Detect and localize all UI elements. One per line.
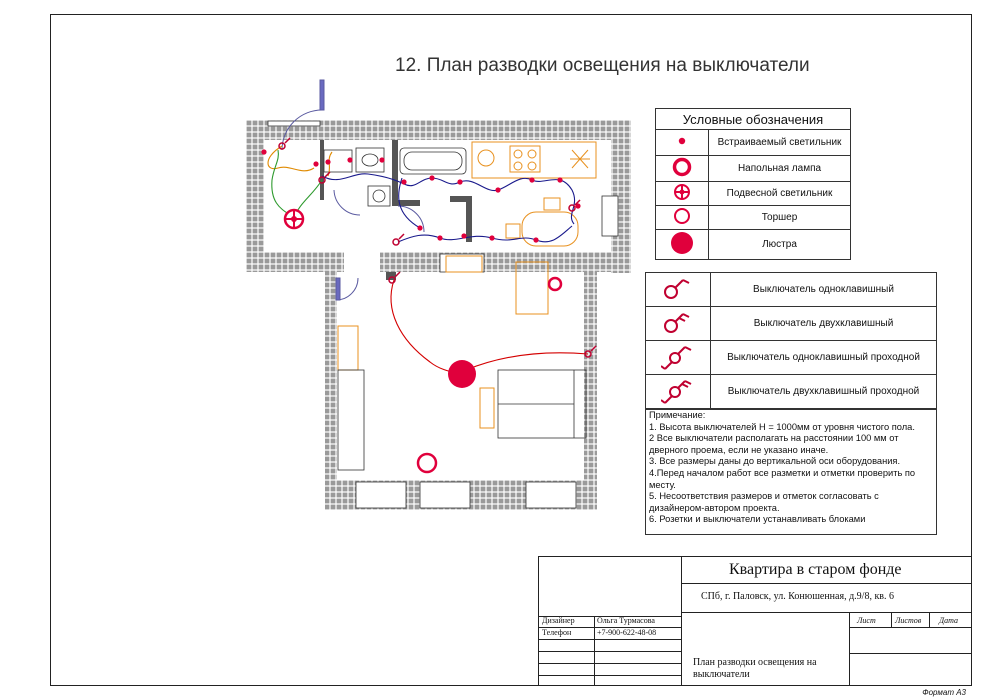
note-item: 4.Перед началом работ все разметки и отметки проверить по месту. (649, 467, 916, 490)
date-label: Дата (939, 616, 958, 625)
switch-double-passthrough-icon (661, 376, 695, 404)
title-block (538, 556, 972, 686)
legend-item-label: Выключатель двухклавишный (711, 307, 937, 341)
notes-box (645, 409, 937, 535)
sheet-label: Лист (857, 616, 876, 625)
legend-lights-header: Условные обозначения (656, 109, 851, 130)
legend-item-label: Встраиваемый светильник (709, 130, 851, 156)
switch-single-passthrough-icon (661, 342, 695, 370)
torchere-icon (672, 206, 692, 226)
torchere (418, 454, 436, 472)
note-item: 6. Розетки и выключатели устанавливать блоками (649, 514, 866, 525)
legend-item-label: Люстра (709, 230, 851, 260)
recessed-light-icon (675, 134, 689, 148)
chandelier-icon (669, 230, 695, 256)
legend-lights (655, 108, 851, 260)
pendant-light-icon (672, 182, 692, 202)
format-label: Формат А3 (922, 688, 966, 697)
note-item: 1. Высота выключателей Н = 1000мм от уровня чистого пола. (649, 421, 915, 432)
legend-item-label: Подвесной светильник (709, 182, 851, 206)
note-item: 3. Все размеры даны до вертикальной оси оборудования. (649, 456, 901, 467)
switch-double-icon (661, 308, 695, 336)
project-address: СПб, г. Паловск, ул. Конюшенная, д.9/8, кв. 6 (701, 591, 895, 602)
legend-item-label: Выключатель одноклавишный (711, 273, 937, 307)
project-name: Квартира в старом фонде (729, 561, 902, 578)
chandelier (448, 360, 476, 388)
legend-item-label: Торшер (709, 206, 851, 230)
floor-lamp-icon (671, 156, 693, 178)
pendant-light (285, 210, 303, 228)
switch-single-icon (661, 274, 695, 302)
legend-item-label: Напольная лампа (709, 156, 851, 182)
designer-label: Дизайнер (542, 616, 575, 625)
drawing-name: План разводки освещения на выключатели (693, 657, 817, 680)
page-title: 12. План разводки освещения на выключатели (395, 55, 810, 76)
note-item: 5. Несоответствия размеров и отметок согласовать с дизайнером-автором проекта. (649, 491, 879, 513)
phone-label: Телефон (542, 628, 572, 637)
phone-number: +7-900-622-48-08 (597, 628, 657, 637)
notes-header: Примечание: (649, 410, 706, 420)
floor-lamp (549, 278, 561, 290)
note-item: 2 Все выключатели располагать на расстоянии 100 мм от дверного проема, если не указано иначе. (649, 433, 899, 455)
legend-item-label: Выключатель одноклавишный проходной (711, 341, 937, 375)
legend-switches (645, 272, 937, 409)
sheets-label: Листов (895, 616, 922, 625)
designer-name: Ольга Турмасова (597, 616, 655, 625)
legend-item-label: Выключатель двухклавишный проходной (711, 375, 937, 409)
